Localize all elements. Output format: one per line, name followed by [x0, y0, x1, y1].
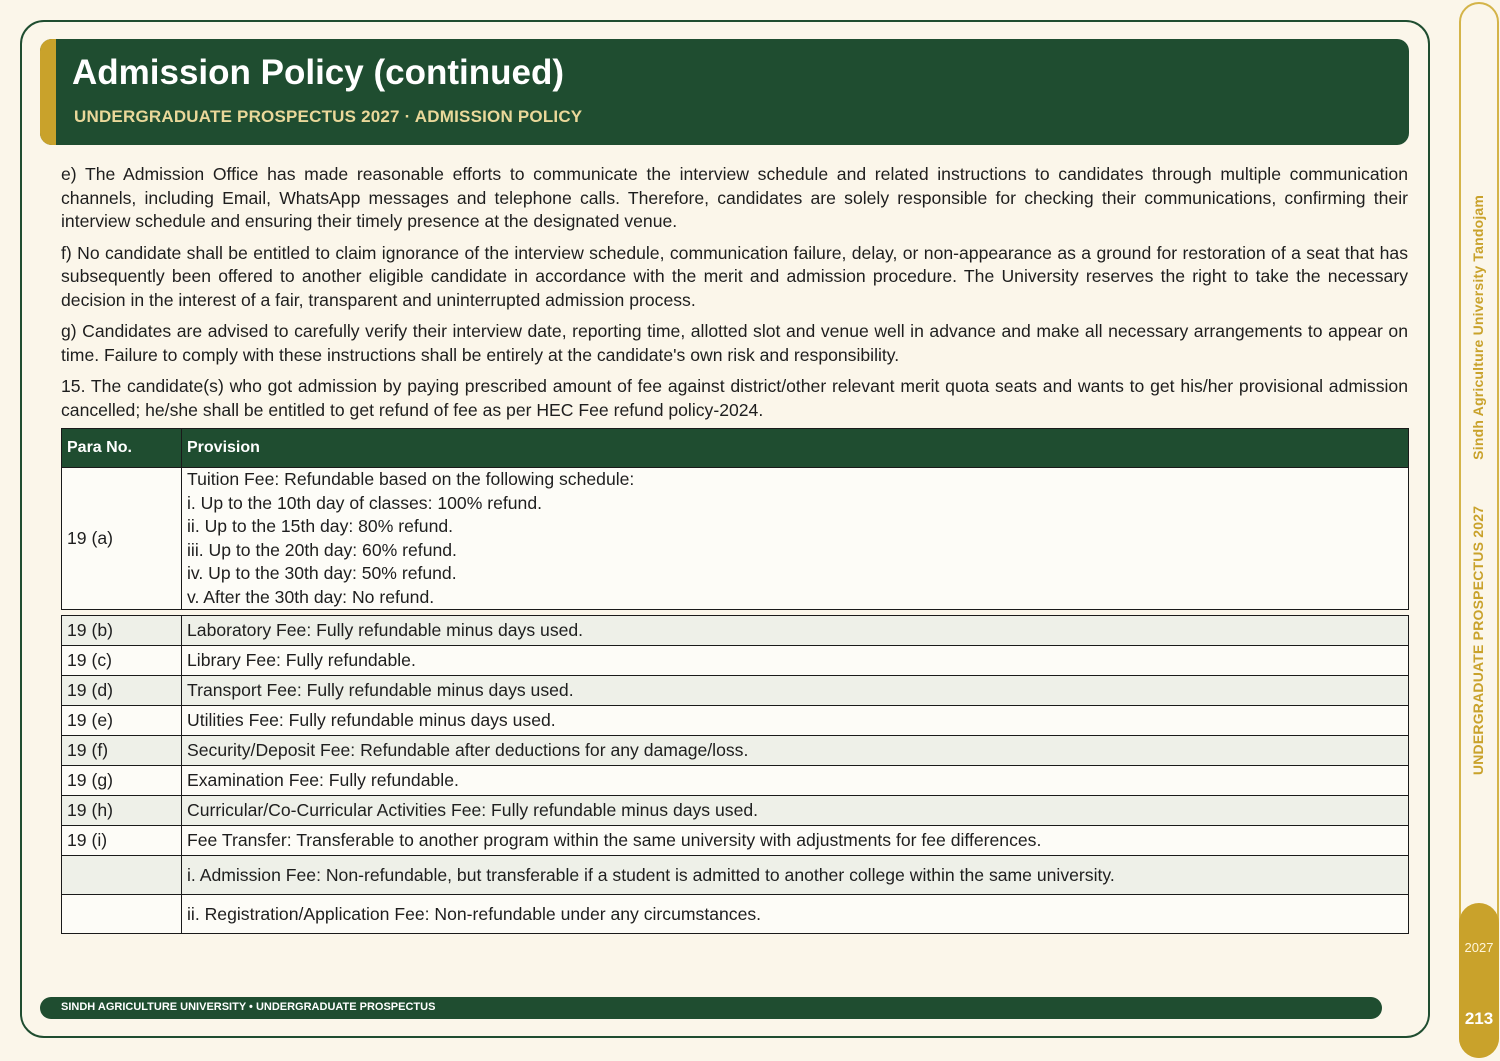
- provision-cell: Utilities Fee: Fully refundable minus days used.: [182, 706, 1409, 736]
- para-cell: 19 (d): [62, 676, 182, 706]
- provision-line: i. Up to the 10th day of classes: 100% refund.: [187, 492, 543, 513]
- provision-line: Tuition Fee: Refundable based on the following schedule:: [187, 469, 635, 489]
- side-prospectus-label: UNDERGRADUATE PROSPECTUS 2027: [1470, 505, 1486, 776]
- provision-line: ii. Up to the 15th day: 80% refund.: [187, 516, 454, 536]
- provision-cell: Laboratory Fee: Fully refundable minus days used.: [182, 616, 1409, 646]
- column-header-provision: Provision: [182, 429, 1409, 468]
- page-title: Admission Policy (continued): [72, 53, 564, 92]
- para-cell: 19 (c): [62, 646, 182, 676]
- footer-text: SINDH AGRICULTURE UNIVERSITY • UNDERGRADUATE PROSPECTUS: [61, 1001, 436, 1013]
- para-cell: 19 (a): [62, 468, 182, 610]
- fee-refund-table: [61, 428, 1409, 934]
- table-row: [62, 796, 1409, 826]
- para-cell: 19 (b): [62, 616, 182, 646]
- header-accent-bar: [40, 39, 56, 145]
- paragraph-15: 15. The candidate(s) who got admission by paying prescribed amount of fee against district/other relevant merit quota seats and wants to get his/her provisional admission cancelled; he/she shall be entitled to get refund of fee as per HEC Fee refund policy-2024.: [61, 376, 1408, 420]
- para-cell: 19 (f): [62, 736, 182, 766]
- provision-cell: [182, 468, 1409, 610]
- page-number: 213: [1464, 1009, 1494, 1028]
- table-row: [62, 646, 1409, 676]
- provision-cell: Examination Fee: Fully refundable.: [182, 766, 1409, 796]
- provision-cell: Library Fee: Fully refundable.: [182, 646, 1409, 676]
- para-cell: 19 (e): [62, 706, 182, 736]
- provision-line: iii. Up to the 20th day: 60% refund.: [187, 539, 457, 560]
- table-row: [62, 766, 1409, 796]
- provision-cell: Transport Fee: Fully refundable minus days used.: [182, 676, 1409, 706]
- provision-cell: Security/Deposit Fee: Refundable after deductions for any damage/loss.: [182, 736, 1409, 766]
- para-cell: [62, 856, 182, 895]
- body-text: [61, 163, 1408, 430]
- provision-cell: Curricular/Co-Curricular Activities Fee: Fully refundable minus days used.: [182, 796, 1409, 826]
- page-number-pill: [1459, 903, 1499, 1058]
- page-header: [40, 39, 1409, 145]
- table-row: [62, 856, 1409, 895]
- table-row: [62, 706, 1409, 736]
- table-header-row: [62, 429, 1409, 468]
- table-row: [62, 468, 1409, 610]
- provision-cell: ii. Registration/Application Fee: Non-refundable under any circumstances.: [182, 895, 1409, 934]
- paragraph-f: f) No candidate shall be entitled to claim ignorance of the interview schedule, communication failure, delay, or non-appearance as a ground for restoration of a seat that has subsequently been offered to another eligible candidate in accordance with the merit and admission procedure. The University reserves the right to take the necessary decision in the interest of a fair, transparent and uninterrupted admission process.: [61, 242, 1408, 310]
- provision-line: iv. Up to the 30th day: 50% refund.: [187, 563, 457, 583]
- side-tab-label: [1470, 195, 1486, 775]
- footer-bar: [40, 997, 1382, 1019]
- side-year: 2027: [1464, 940, 1494, 955]
- paragraph-e: e) The Admission Office has made reasonable efforts to communicate the interview schedule and related instructions to candidates through multiple communication channels, including Email, WhatsApp messages and telephone calls. Therefore, candidates are solely responsible for checking their communications, confirming their interview schedule and ensuring their timely presence at the designated venue.: [61, 164, 1408, 231]
- para-cell: 19 (i): [62, 826, 182, 856]
- provision-cell: Fee Transfer: Transferable to another program within the same university with adjustments for fee differences.: [182, 826, 1409, 856]
- column-header-para-no: Para No.: [62, 429, 182, 468]
- table-row: [62, 826, 1409, 856]
- page-subtitle: UNDERGRADUATE PROSPECTUS 2027 · ADMISSION POLICY: [74, 107, 583, 126]
- table-row: [62, 895, 1409, 934]
- table-row: [62, 616, 1409, 646]
- para-cell: 19 (g): [62, 766, 182, 796]
- provision-line: v. After the 30th day: No refund.: [187, 586, 435, 607]
- table-row: [62, 676, 1409, 706]
- para-cell: 19 (h): [62, 796, 182, 826]
- provision-cell: i. Admission Fee: Non-refundable, but transferable if a student is admitted to another college within the same university.: [182, 856, 1409, 895]
- paragraph-g: g) Candidates are advised to carefully verify their interview date, reporting time, allotted slot and venue well in advance and make all necessary arrangements to appear on time. Failure to comply with these instructions shall be entirely at the candidate's own risk and responsibility.: [61, 321, 1408, 365]
- para-cell: [62, 895, 182, 934]
- table-row: [62, 736, 1409, 766]
- side-university-label: Sindh Agriculture University Tandojam: [1470, 194, 1486, 460]
